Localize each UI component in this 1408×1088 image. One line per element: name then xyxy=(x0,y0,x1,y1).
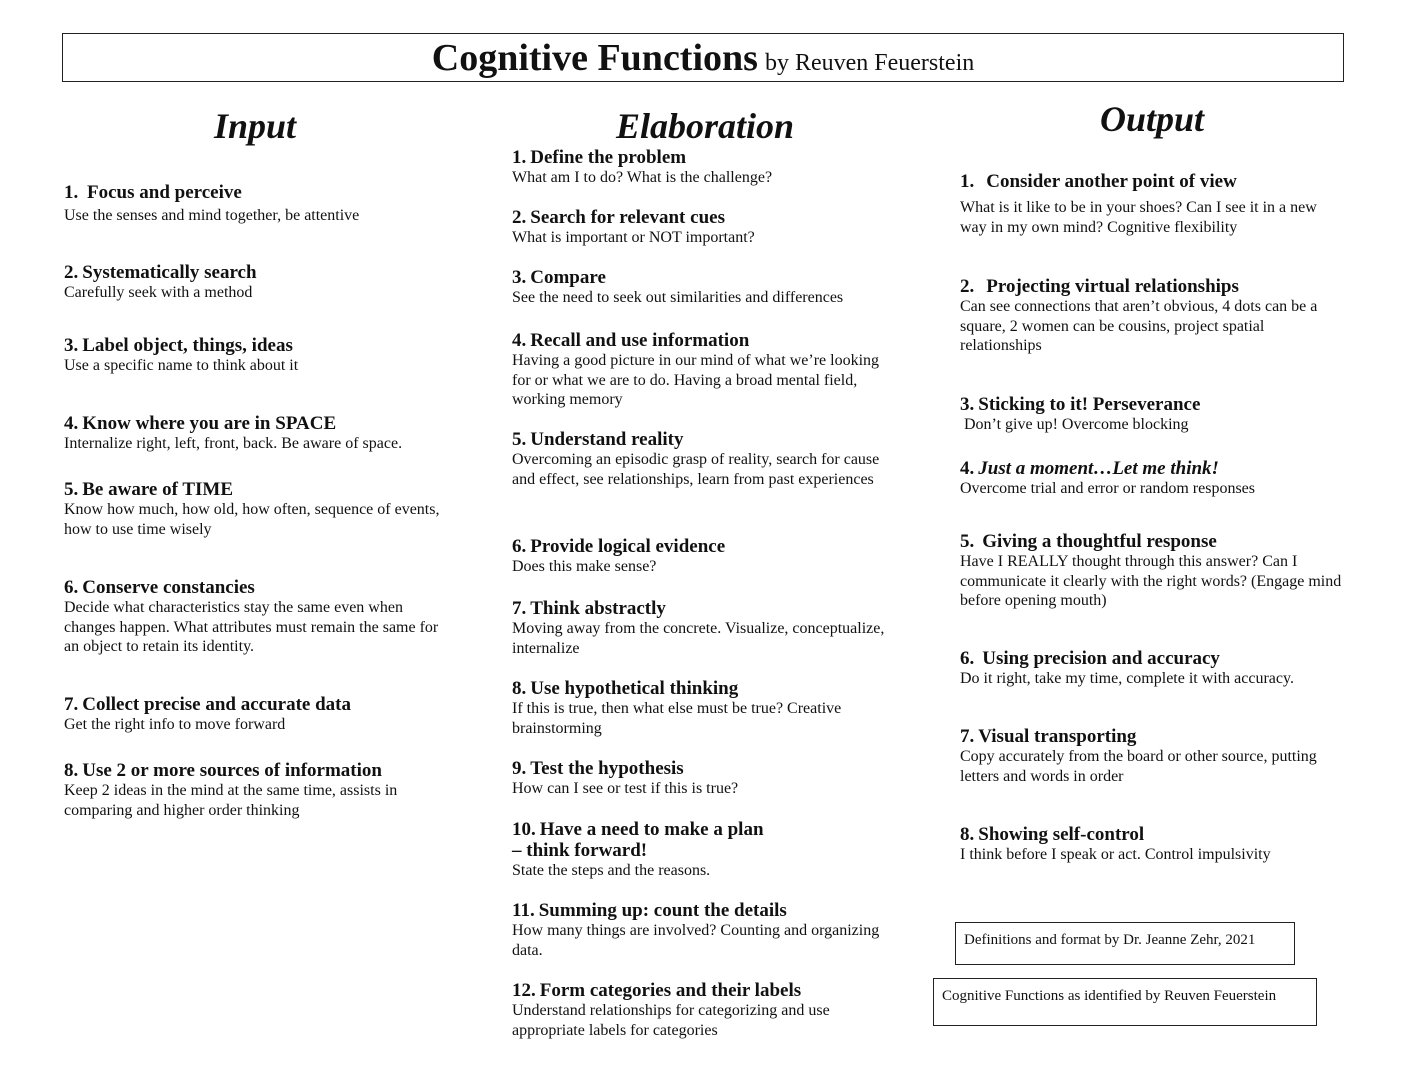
item-title: 1. Consider another point of view xyxy=(960,171,1237,192)
input-item xyxy=(64,577,454,657)
elaboration-item xyxy=(512,900,892,960)
item-title: 3. Compare xyxy=(512,267,606,288)
item-description: Get the right info to move forward xyxy=(64,716,286,733)
item-title: 8. Use 2 or more sources of information xyxy=(64,760,382,781)
item-description: Do it right, take my time, complete it with accuracy. xyxy=(960,670,1294,687)
elaboration-item xyxy=(512,207,892,248)
item-title: 5. Giving a thoughtful response xyxy=(960,531,1217,552)
page-byline: by Reuven Feuerstein xyxy=(764,50,975,76)
item-title: 6. Provide logical evidence xyxy=(512,536,726,557)
item-title: 8. Use hypothetical thinking xyxy=(512,678,739,699)
elaboration-heading: Elaboration xyxy=(615,106,795,146)
item-title: 10. Have a need to make a plan xyxy=(512,819,764,840)
item-title: 12. Form categories and their labels xyxy=(512,980,802,1001)
page-title: Cognitive Functions xyxy=(431,37,758,79)
item-description: Copy accurately from the board or other source, putting letters and words in order xyxy=(960,748,1317,785)
item-title: 7. Think abstractly xyxy=(512,598,666,619)
item-description: Can see connections that aren’t obvious, 4 dots can be a square, 2 women can be cousins, project spatial relationships xyxy=(960,298,1318,355)
elaboration-item xyxy=(512,980,892,1040)
input-item xyxy=(64,335,454,376)
item-description: Have I REALLY thought through this answer? Can I communicate it clearly with the right words? (Engage mind before opening mouth) xyxy=(960,553,1342,610)
output-item xyxy=(960,458,1345,499)
output-heading: Output xyxy=(1099,99,1205,139)
item-description: How many things are involved? Counting and organizing data. xyxy=(512,922,880,959)
item-description: Don’t give up! Overcome blocking xyxy=(960,416,1189,433)
item-description: Does this make sense? xyxy=(512,558,657,575)
item-title: 4. Know where you are in SPACE xyxy=(64,413,337,434)
item-description: If this is true, then what else must be true? Creative brainstorming xyxy=(512,700,842,737)
item-title: 1. Define the problem xyxy=(512,147,687,168)
item-description: Use a specific name to think about it xyxy=(64,357,299,374)
item-title: 4. Just a moment…Let me think! xyxy=(960,458,1219,479)
item-title: 11. Summing up: count the details xyxy=(512,900,787,921)
elaboration-item xyxy=(512,429,892,489)
item-title: 2. Projecting virtual relationships xyxy=(960,276,1239,297)
item-title: 3. Sticking to it! Perseverance xyxy=(960,394,1201,415)
item-title: 3. Label object, things, ideas xyxy=(64,335,293,356)
elaboration-item xyxy=(512,819,892,881)
output-item xyxy=(960,531,1345,611)
item-description: Overcome trial and error or random responses xyxy=(960,480,1255,497)
item-title: 4. Recall and use information xyxy=(512,330,750,351)
item-title: 2. Search for relevant cues xyxy=(512,207,725,228)
item-description: What is it like to be in your shoes? Can I see it in a new way in my own mind? Cognitive flexibility xyxy=(960,199,1317,236)
item-description: State the steps and the reasons. xyxy=(512,862,711,879)
item-description: Internalize right, left, front, back. Be aware of space. xyxy=(64,435,403,452)
item-description: Moving away from the concrete. Visualize, conceptualize, internalize xyxy=(512,620,885,657)
input-heading: Input xyxy=(213,106,297,146)
output-item xyxy=(960,276,1345,356)
output-item xyxy=(960,394,1345,435)
input-item xyxy=(64,262,454,303)
item-description: Understand relationships for categorizing and use appropriate labels for categories xyxy=(512,1002,830,1039)
item-title: 2. Systematically search xyxy=(64,262,257,283)
elaboration-item xyxy=(512,536,892,577)
item-description: What am I to do? What is the challenge? xyxy=(512,169,773,186)
output-item xyxy=(960,726,1345,786)
item-description: Know how much, how old, how often, sequence of events, how to use time wisely xyxy=(64,501,440,538)
item-description: See the need to seek out similarities and differences xyxy=(512,289,844,306)
item-description: Decide what characteristics stay the same even when changes happen. What attributes must remain the same for an object to retain its identity. xyxy=(64,599,439,656)
elaboration-item xyxy=(512,758,892,799)
item-description: Use the senses and mind together, be attentive xyxy=(64,207,360,224)
item-title: 6. Conserve constancies xyxy=(64,577,255,598)
elaboration-item xyxy=(512,330,892,410)
item-title: 6. Using precision and accuracy xyxy=(960,648,1220,669)
item-description: I think before I speak or act. Control impulsivity xyxy=(960,846,1271,863)
item-title: 5. Understand reality xyxy=(512,429,684,450)
item-description: Overcoming an episodic grasp of reality, search for cause and effect, see relationships, learn from past experiences xyxy=(512,451,880,488)
input-item xyxy=(64,760,454,820)
item-description: Carefully seek with a method xyxy=(64,284,253,301)
item-description: Keep 2 ideas in the mind at the same time, assists in comparing and higher order thinking xyxy=(64,782,398,819)
format-credit: Definitions and format by Dr. Jeanne Zehr, 2021 xyxy=(955,922,1295,965)
item-title: 7. Collect precise and accurate data xyxy=(64,694,352,715)
item-title: 1. Focus and perceive xyxy=(64,182,242,203)
elaboration-item xyxy=(512,267,892,308)
item-title: 5. Be aware of TIME xyxy=(64,479,234,500)
input-item xyxy=(64,694,454,735)
output-item xyxy=(960,171,1345,237)
output-item xyxy=(960,824,1345,865)
elaboration-item xyxy=(512,598,892,658)
output-item xyxy=(960,648,1345,689)
item-title-continued: – think forward! xyxy=(512,840,648,861)
input-item xyxy=(64,479,454,539)
source-credit: Cognitive Functions as identified by Reuven Feuerstein xyxy=(933,978,1317,1026)
item-title: 8. Showing self-control xyxy=(960,824,1145,845)
item-title: 7. Visual transporting xyxy=(960,726,1137,747)
item-description: How can I see or test if this is true? xyxy=(512,780,739,797)
item-description: Having a good picture in our mind of what we’re looking for or what we are to do. Having a broad mental field, working memory xyxy=(512,352,880,409)
elaboration-item xyxy=(512,678,892,738)
item-title: 9. Test the hypothesis xyxy=(512,758,684,779)
title-box xyxy=(62,33,1344,82)
item-description: What is important or NOT important? xyxy=(512,229,755,246)
input-item xyxy=(64,182,454,226)
input-item xyxy=(64,413,454,454)
elaboration-item xyxy=(512,147,892,188)
